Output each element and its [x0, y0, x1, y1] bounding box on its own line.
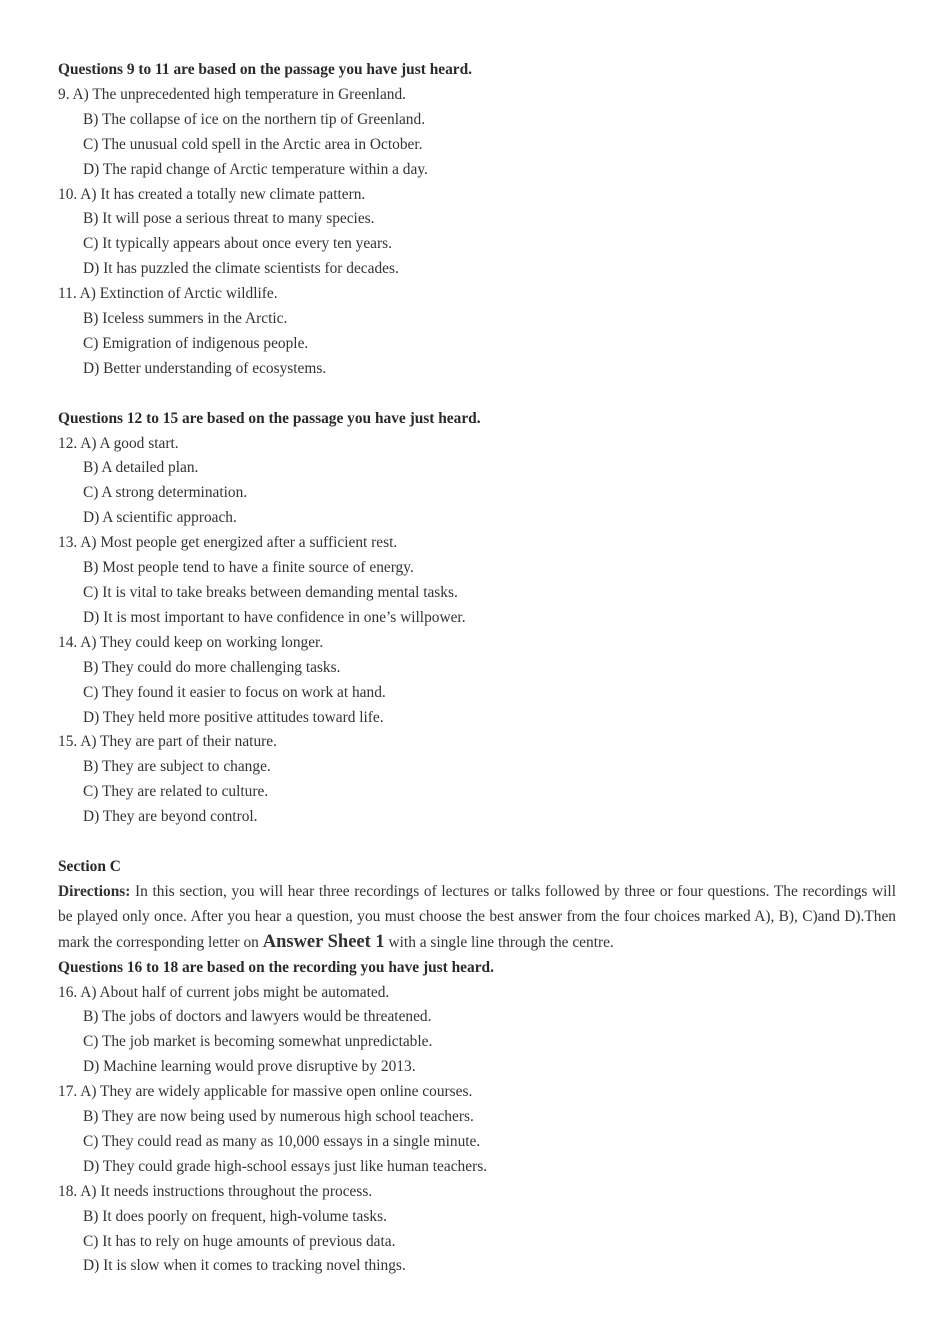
question-16-option-b: B) The jobs of doctors and lawyers would be threatened.	[83, 1008, 432, 1026]
question-11-option-a	[58, 282, 896, 307]
option-text: A) About half of current jobs might be automated.	[80, 983, 390, 1001]
question-10-option-b: B) It will pose a serious threat to many species.	[83, 210, 375, 228]
question-11-option-d: D) Better understanding of ecosystems.	[83, 359, 327, 377]
group-heading-12-15: Questions 12 to 15 are based on the passage you have just heard.	[58, 409, 481, 427]
question-13-option-b: B) Most people tend to have a finite source of energy.	[83, 559, 414, 577]
spacer	[58, 382, 896, 407]
question-12-option-d: D) A scientific approach.	[83, 509, 237, 527]
answer-sheet-label: Answer Sheet 1	[262, 931, 385, 952]
question-number: 16.	[58, 983, 78, 1001]
spacer	[58, 830, 896, 855]
question-9-option-c: C) The unusual cold spell in the Arctic area in October.	[83, 135, 423, 153]
question-15-option-b: B) They are subject to change.	[83, 758, 271, 776]
question-10-option-d: D) It has puzzled the climate scientists for decades.	[83, 260, 399, 278]
section-c-directions	[58, 880, 896, 956]
question-12-option-c: C) A strong determination.	[83, 484, 248, 502]
question-17-option-b: B) They are now being used by numerous high school teachers.	[83, 1108, 474, 1126]
question-10-option-a	[58, 183, 896, 208]
question-9-option-b: B) The collapse of ice on the northern tip of Greenland.	[83, 110, 426, 128]
question-18-option-c: C) It has to rely on huge amounts of previous data.	[83, 1232, 396, 1250]
question-13-option-a	[58, 531, 896, 556]
directions-label: Directions:	[58, 882, 131, 900]
option-text: A) They are part of their nature.	[80, 733, 277, 751]
question-16-option-c: C) The job market is becoming somewhat unpredictable.	[83, 1033, 433, 1051]
group-heading-16-18: Questions 16 to 18 are based on the recording you have just heard.	[58, 958, 494, 976]
option-text: A) It has created a totally new climate pattern.	[80, 185, 366, 203]
question-12-option-a	[58, 432, 896, 457]
question-16-option-a	[58, 981, 896, 1006]
option-text: A) A good start.	[80, 434, 179, 452]
option-text: A) Most people get energized after a sufficient rest.	[80, 534, 398, 552]
question-16-option-d: D) Machine learning would prove disruptive by 2013.	[83, 1058, 416, 1076]
question-13-option-c: C) It is vital to take breaks between demanding mental tasks.	[83, 584, 458, 602]
option-text: A) Extinction of Arctic wildlife.	[79, 285, 278, 303]
directions-text-end: with a single line through the centre.	[384, 933, 614, 951]
question-number: 12.	[58, 434, 78, 452]
question-17-option-a	[58, 1080, 896, 1105]
question-number: 18.	[58, 1182, 78, 1200]
directions-text: In this section, you will hear three recordings of lectures or talks followed by three or four questions. The recordings will be played only once. After you hear a question, you must choose the best answer from the four choices marked A), B), C)and D).Then mark the corresponding letter on	[58, 882, 896, 951]
question-15-option-c: C) They are related to culture.	[83, 783, 269, 801]
question-9-option-a	[58, 83, 896, 108]
option-text: A) They are widely applicable for massive open online courses.	[80, 1083, 473, 1101]
question-15-option-d: D) They are beyond control.	[83, 808, 258, 826]
question-17-option-d: D) They could grade high-school essays just like human teachers.	[83, 1157, 488, 1175]
option-text: A) The unprecedented high temperature in Greenland.	[72, 85, 407, 103]
question-11-option-b: B) Iceless summers in the Arctic.	[83, 310, 288, 328]
question-number: 14.	[58, 633, 78, 651]
question-12-option-b: B) A detailed plan.	[83, 459, 199, 477]
question-number: 13.	[58, 534, 78, 552]
option-text: A) They could keep on working longer.	[80, 633, 324, 651]
question-18-option-d: D) It is slow when it comes to tracking novel things.	[83, 1257, 406, 1275]
question-number: 10.	[58, 185, 78, 203]
question-18-option-a	[58, 1180, 896, 1205]
question-14-option-c: C) They found it easier to focus on work at hand.	[83, 683, 386, 701]
question-14-option-d: D) They held more positive attitudes toward life.	[83, 708, 384, 726]
question-13-option-d: D) It is most important to have confidence in one’s willpower.	[83, 608, 466, 626]
question-14-option-a	[58, 631, 896, 656]
question-14-option-b: B) They could do more challenging tasks.	[83, 658, 341, 676]
question-11-option-c: C) Emigration of indigenous people.	[83, 334, 309, 352]
question-15-option-a	[58, 730, 896, 755]
question-number: 17.	[58, 1083, 78, 1101]
question-18-option-b: B) It does poorly on frequent, high-volume tasks.	[83, 1207, 387, 1225]
question-number: 9.	[58, 85, 70, 103]
question-10-option-c: C) It typically appears about once every ten years.	[83, 235, 392, 253]
exam-page	[58, 58, 896, 1279]
group-heading-9-11: Questions 9 to 11 are based on the passage you have just heard.	[58, 61, 473, 78]
question-9-option-d: D) The rapid change of Arctic temperature within a day.	[83, 160, 428, 178]
question-17-option-c: C) They could read as many as 10,000 essays in a single minute.	[83, 1132, 481, 1150]
option-text: A) It needs instructions throughout the process.	[80, 1182, 373, 1200]
question-number: 11.	[58, 285, 77, 303]
question-number: 15.	[58, 733, 78, 751]
section-c-title: Section C	[58, 857, 121, 875]
